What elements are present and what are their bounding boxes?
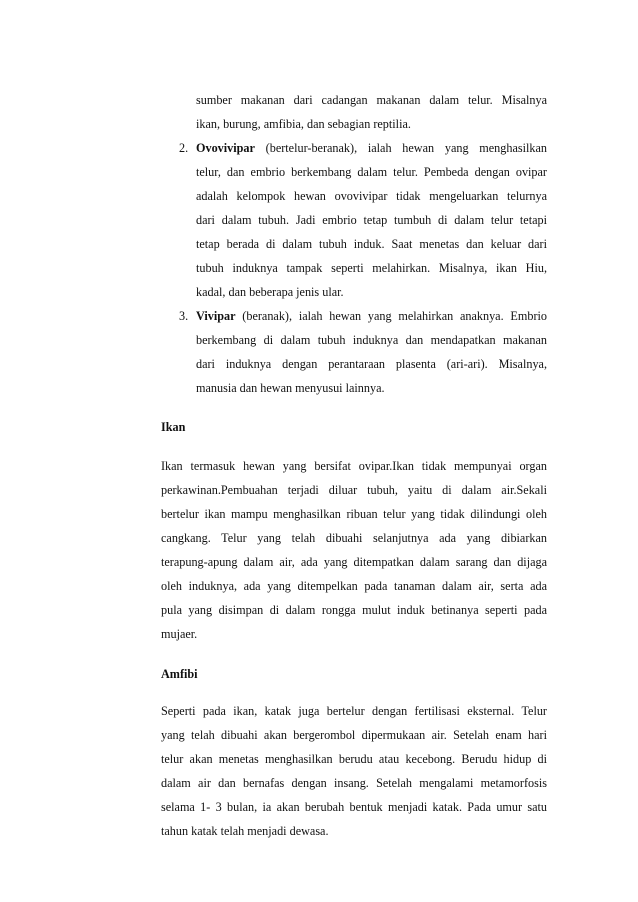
paragraph-line: pula yang disimpan di dalam rongga mulut induk betinanya seperti pada	[161, 603, 547, 617]
list-item-text: (bertelur-beranak), ialah hewan yang menghasilkan	[254, 141, 547, 155]
list-item-line: dari induknya dengan perantaraan plasenta (ari-ari). Misalnya,	[196, 357, 547, 371]
list-item-line: manusia dan hewan menyusui lainnya.	[196, 381, 385, 395]
list-continuation-line: sumber makanan dari cadangan makanan dalam telur. Misalnya	[196, 93, 547, 107]
list-item-text: (beranak), ialah hewan yang melahirkan anaknya. Embrio	[235, 309, 547, 323]
paragraph-line: oleh induknya, ada yang ditempelkan pada tanaman dalam air, serta ada	[161, 579, 547, 593]
paragraph-line: mujaer.	[161, 627, 198, 641]
term-vivipar: Vivipar	[196, 309, 236, 323]
list-item-line: tetap berada di dalam tubuh induk. Saat menetas dan keluar dari	[196, 237, 547, 251]
list-item-first-line	[196, 142, 547, 154]
list-item-line: telur, dan embrio berkembang dalam telur. Pembeda dengan ovipar	[196, 165, 547, 179]
section-heading-ikan: Ikan	[161, 420, 186, 434]
list-item-line: berkembang di dalam tubuh induknya dan mendapatkan makanan	[196, 333, 547, 347]
list-item-line: dari dalam tubuh. Jadi embrio tetap tumbuh di dalam telur tetapi	[196, 213, 547, 227]
paragraph-line: cangkang. Telur yang telah dibuahi selanjutnya ada yang dibiarkan	[161, 531, 547, 545]
paragraph-line: Seperti pada ikan, katak juga bertelur dengan fertilisasi eksternal. Telur	[161, 704, 547, 718]
list-item-number: 3.	[179, 309, 189, 323]
paragraph-line: bertelur ikan mampu menghasilkan ribuan telur yang tidak dilindungi oleh	[161, 507, 547, 521]
list-item-number: 2.	[179, 141, 189, 155]
paragraph-line: dalam air dan bernafas dengan insang. Setelah mengalami metamorfosis	[161, 776, 547, 790]
term-ovovivipar: Ovovivipar	[196, 141, 255, 155]
list-item-line: adalah kelompok hewan ovovivipar tidak mengeluarkan telurnya	[196, 189, 547, 203]
paragraph-line: tahun katak telah menjadi dewasa.	[161, 824, 329, 838]
section-heading-amfibi: Amfibi	[161, 667, 198, 681]
paragraph-line: selama 1- 3 bulan, ia akan berubah bentuk menjadi katak. Pada umur satu	[161, 800, 547, 814]
list-item-line: tubuh induknya tampak seperti melahirkan. Misalnya, ikan Hiu,	[196, 261, 547, 275]
list-item-line: kadal, dan beberapa jenis ular.	[196, 285, 344, 299]
list-continuation-line: ikan, burung, amfibia, dan sebagian reptilia.	[196, 117, 411, 131]
paragraph-line: yang telah dibuahi akan bergerombol dipermukaan air. Setelah enam hari	[161, 728, 547, 742]
paragraph-line: perkawinan.Pembuahan terjadi diluar tubuh, yaitu di dalam air.Sekali	[161, 483, 547, 497]
paragraph-line: telur akan menetas menghasilkan berudu atau kecebong. Berudu hidup di	[161, 752, 547, 766]
paragraph-line: terapung-apung dalam air, ada yang ditempatkan dalam sarang dan dijaga	[161, 555, 547, 569]
paragraph-line: Ikan termasuk hewan yang bersifat ovipar.Ikan tidak mempunyai organ	[161, 459, 547, 473]
list-item-first-line	[196, 310, 547, 322]
